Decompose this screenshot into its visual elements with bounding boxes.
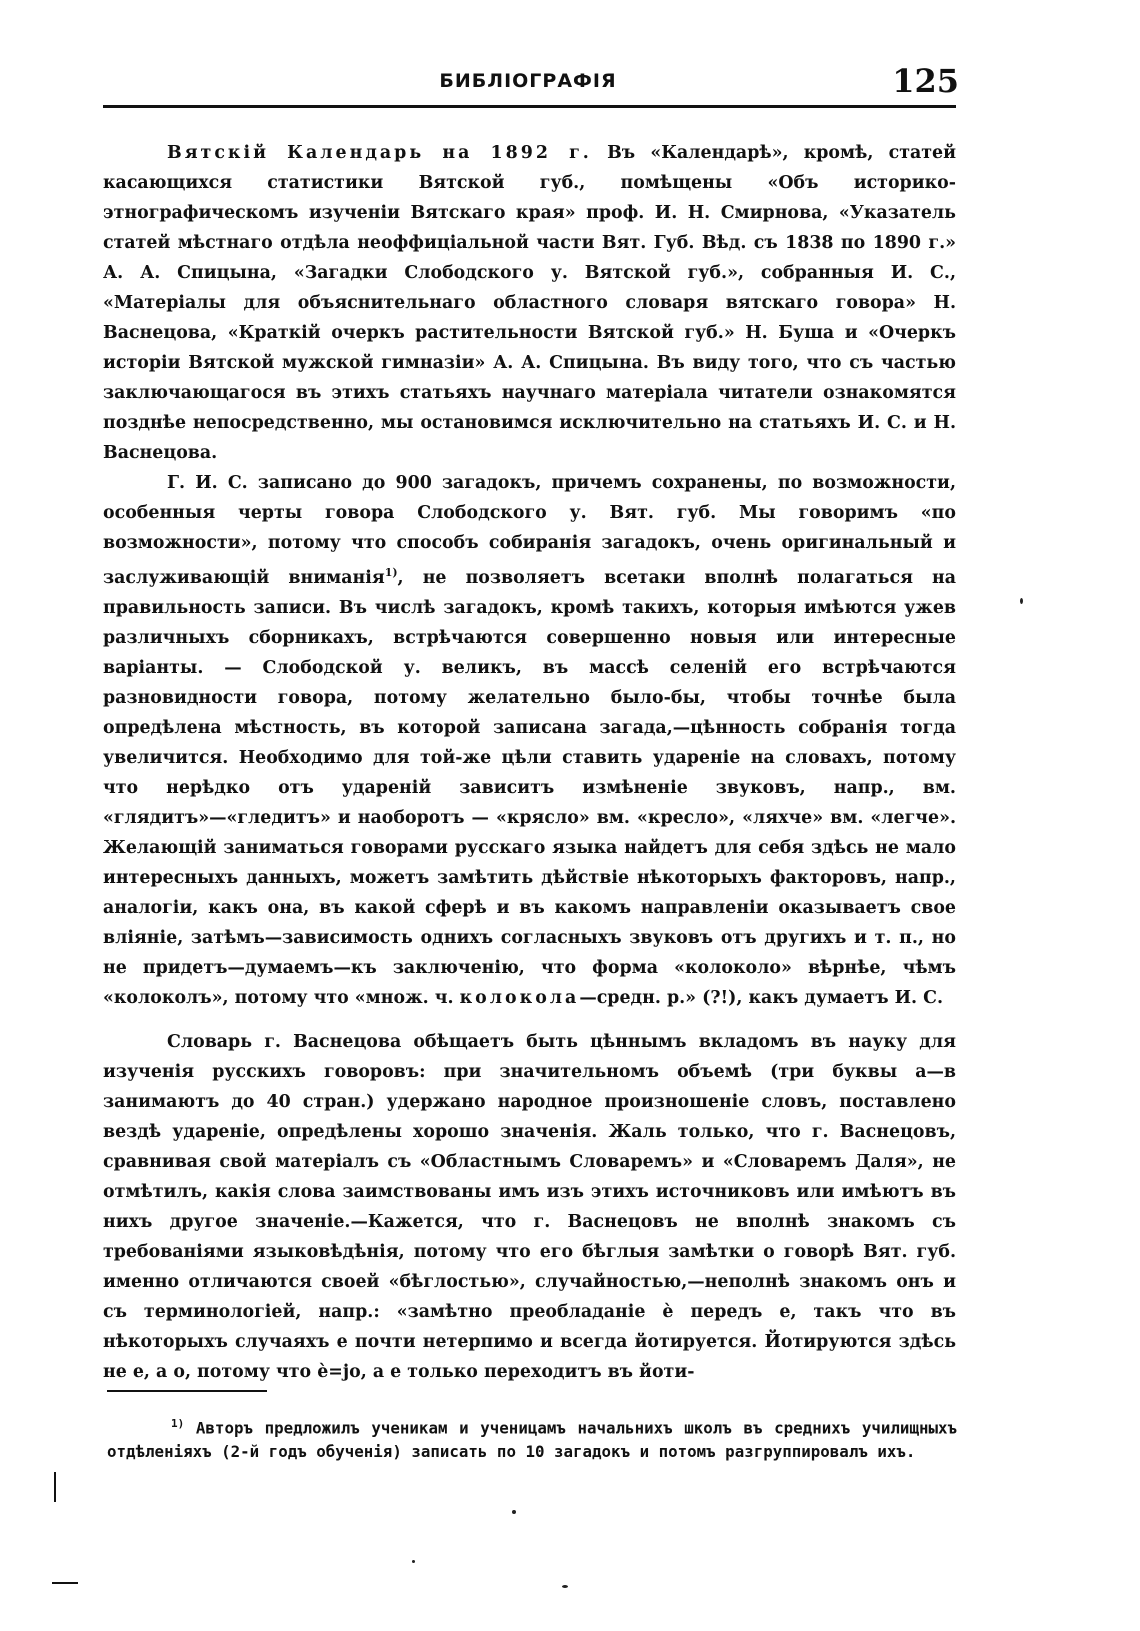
footnote-text: Авторъ предложилъ ученикам и ученицамъ начальнихъ школъ въ среднихъ училищныхъ отдѣленiяхъ (2-й годъ обученiя) записать по 10 загадокъ и потомъ разгруппировалъ ихъ. [107,1418,957,1462]
scan-speck [512,1510,516,1514]
paragraph-riddles-tail: —средн. р.» (?!), какъ думаетъ И. С. [579,987,944,1008]
running-head [103,62,959,100]
page-number: 125 [892,62,959,100]
calendar-title: Вятскiй Календарь на 1892 г. [167,143,592,163]
running-title: БИБЛIОГРАФIЯ [439,70,617,92]
footnote-rule [107,1390,267,1392]
scan-speck [562,1585,568,1588]
footnote-reference: 1) [384,566,398,579]
paragraph-calendar [103,138,956,468]
footnote [107,1412,957,1464]
footnote-marker: 1) [171,1417,185,1430]
paragraph-riddles [103,468,956,1013]
spaced-word: колокола [459,987,580,1008]
paragraph-riddles-continued: , не позволяетъ всетаки вполнѣ полагаться на правильность записи. Въ числѣ загадокъ, кромѣ такихъ, которыя имѣются ужев различныхъ сборникахъ, встрѣчаются совершенно новыя или интересные варiанты. — Слободской у. великъ, въ массѣ селенiй его встрѣчаются разновидности говора, потому желательно было-бы, чтобы точнѣе была опредѣлена мѣстность, въ которой записана загада,—цѣнность собранiя тогда увеличится. Необходимо для той-же цѣли ставить ударенiе на словахъ, потому что нерѣдко отъ ударенiй зависитъ измѣненiе звуковъ, напр., вм. «глядитъ»—«гледитъ» и наоборотъ — «крясло» вм. «кресло», «ляхче» вм. «легче». Желающiй заниматься говорами русскаго языка найдетъ для себя здѣсь не мало интересныхъ данныхъ, можетъ замѣтить дѣйствiе нѣкоторыхъ факторовъ, напр., аналогiи, какъ она, въ какой сферѣ и въ какомъ направленiи оказываетъ свое влiянiе, затѣмъ—зависимость однихъ согласныхъ звуковъ отъ другихъ и т. п., но не придетъ—думаемъ—къ заключенiю, что форма «колоколо» вѣрнѣе, чѣмъ «колоколъ», потому что «множ. ч. [103,567,956,1008]
scan-speck [1020,598,1023,604]
paragraph-riddles-text: Г. И. С. записано до 900 загадокъ, причемъ сохранены, по возможности, особенныя черты говора Слободского у. Вят. губ. Мы говоримъ «по возможности», потому что способъ собиранiя загадокъ, очень оригинальный и заслуживающiй вниманiя [103,473,956,588]
paragraph-dictionary: Словарь г. Васнецова обѣщаетъ быть цѣннымъ вкладомъ въ науку для изученiя русскихъ говоровъ: при значительномъ объемѣ (три буквы а—в занимаютъ до 40 стран.) удержано народное произношенiе словъ, поставлено вездѣ ударенiе, опредѣлены хорошо значенiя. Жаль только, что г. Васнецовъ, сравнивая свой матерiалъ съ «Областнымъ Словаремъ» и «Словаремъ Даля», не отмѣтилъ, какiя слова заимствованы имъ изъ этихъ источниковъ или имѣютъ въ нихъ другое значенiе.—Кажется, что г. Васнецовъ не вполнѣ знакомъ съ требованiями языковѣдѣнiя, потому что его бѣглыя замѣтки о говорѣ Вят. губ. именно отличаются своей «бѣглостью», случайностью,—неполнѣ знакомъ онъ и съ терминологiей, напр.: «замѣтно преобладанiе ѐ передъ е, такъ что въ нѣкоторыхъ случаяхъ е почти нетерпимо и всегда йотируется. Йотируются здѣсь не е, а о, потому что ѐ=jo, а е только переходитъ въ йоти- [103,1031,956,1382]
margin-mark [54,1472,56,1502]
header-rule [103,105,956,108]
main-text [103,138,956,1387]
margin-mark [52,1582,78,1584]
paragraph-calendar-text: Въ «Календарѣ», кромѣ, статей касающихся статистики Вятской губ., помѣщены «Объ историко-этнографическомъ изученiи Вятскаго края» проф. И. Н. Смирнова, «Указатель статей мѣстнаго отдѣла неоффицiальной части Вят. Губ. Вѣд. съ 1838 по 1890 г.» А. А. Спицына, «Загадки Слободского у. Вятской губ.», собранныя И. С., «Матерiалы для объяснительнаго областного словаря вятскаго говора» Н. Васнецова, «Краткiй очеркъ растительности Вятской губ.» Н. Буша и «Очеркъ исторiи Вятской мужской гимназiи» А. А. Спицына. Въ виду того, что съ частью заключающагося въ этихъ статьяхъ научнаго матерiала читатели ознакомятся позднѣе непосредственно, мы остановимся исключительно на статьяхъ И. С. и Н. Васнецова. [103,143,956,463]
scan-speck [412,1560,415,1563]
